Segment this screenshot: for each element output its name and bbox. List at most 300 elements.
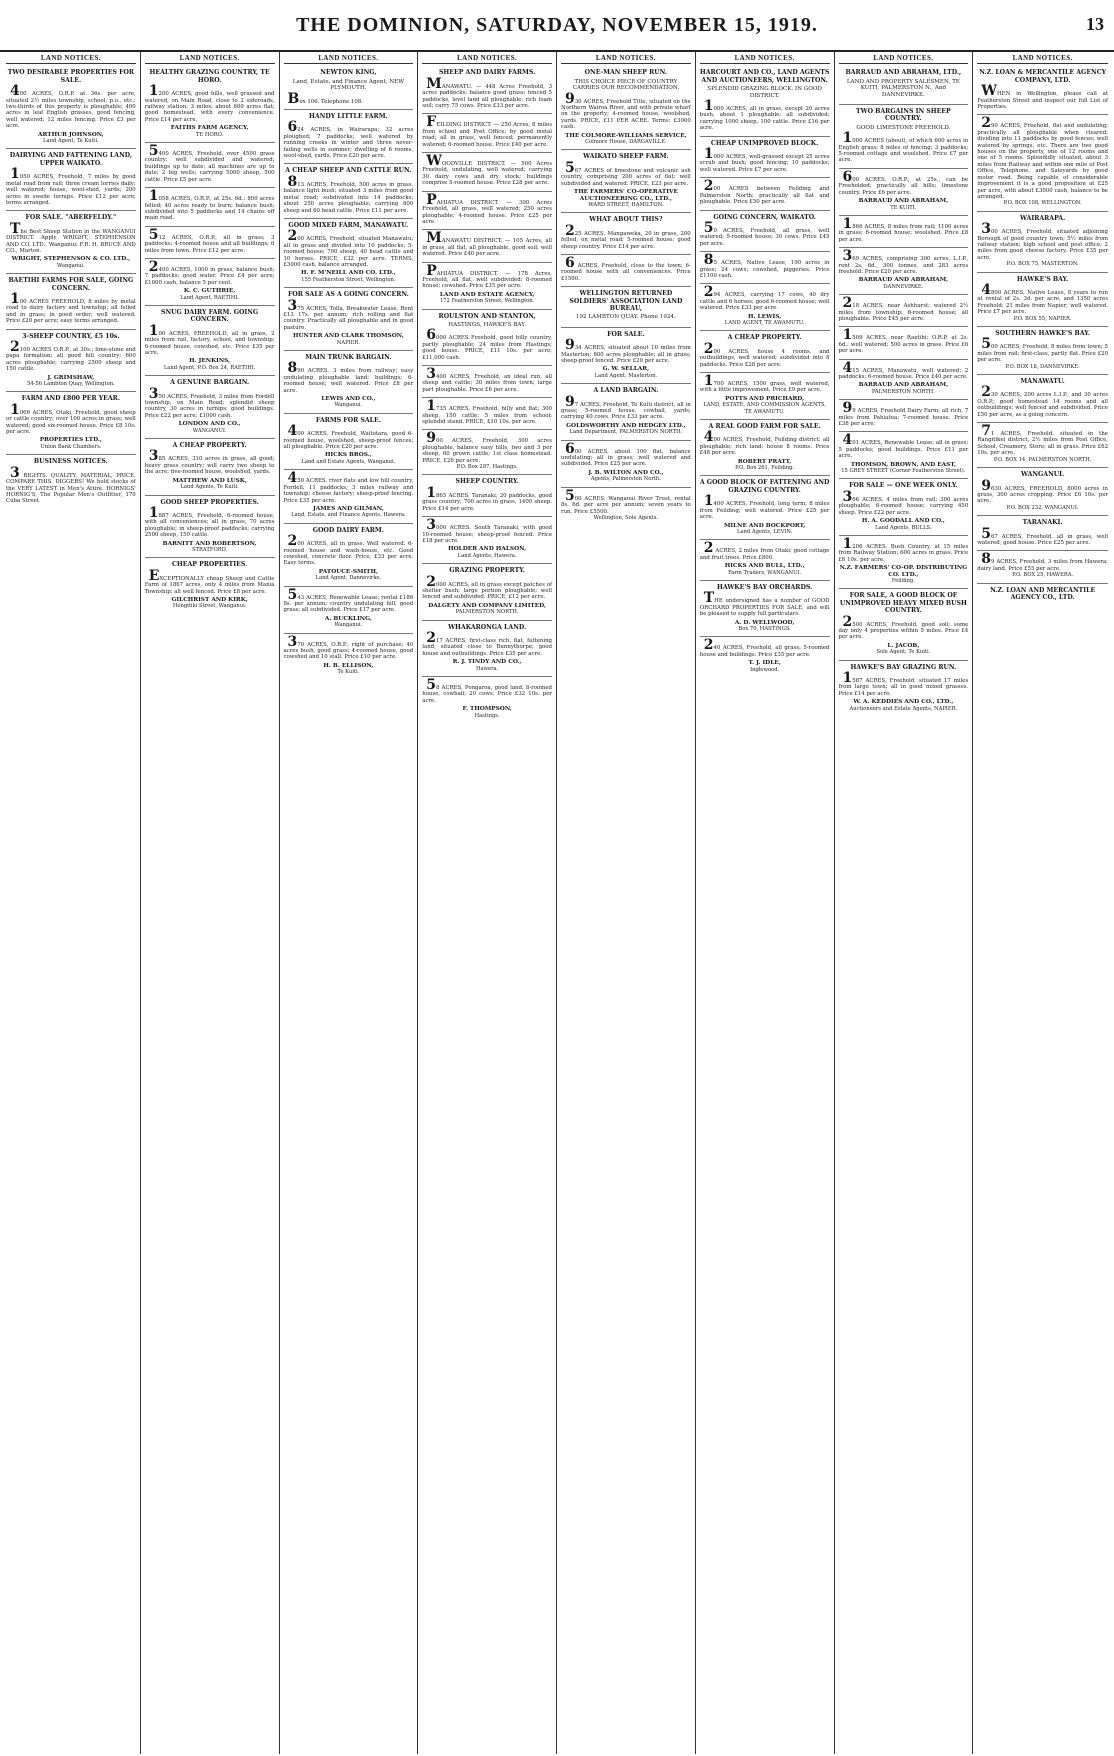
ad-title: FOR SALE. "ABERFELDY." (25, 214, 117, 222)
classified-ad (561, 488, 691, 526)
ad-body: FEILDING DISTRICT. — 250 Acres, 8 miles from school and Post Office; by good metal road; all in grass, well fenced; permanently watered; 6-roomed house. Price £40 per acre. (422, 114, 552, 148)
ad-signature: THE FARMERS' CO-OPERATIVE AUCTIONEERING CO., LTD., (573, 189, 678, 202)
ad-body: 97 ACRES, Freehold, Te Kuiti district, all in grass; 5-roomed house, cowbail, yards; carrying 40 cows. Price £33 per acre. (561, 393, 691, 421)
ad-subtitle: 192 LAMBTON QUAY. Phone 1924. (575, 314, 676, 321)
ad-body: 1587 ACRES, Freehold, situated 17 miles from large town; all in good mixed grasses. Price £14 per acre. (838, 670, 969, 697)
ad-address: P.O. BOX 75, MASTERTON. (1006, 261, 1079, 268)
ad-body: 3400 ACRES, Freehold, an ideal run, all sheep and cattle; 30 miles from town; large part ploughable. Price £6 per acre. (422, 366, 552, 393)
ad-signature: R. J. TINDY AND CO., (452, 659, 522, 666)
ad-address: Te Kuiti. (337, 669, 360, 676)
ad-title: FOR SALE — ONE WEEK ONLY. (849, 482, 958, 490)
ad-body: 567 ACRES of limestone and volcanic ash country, comprising 200 acres of flat; well subdivided and watered. PRICE, £23 per acre. (561, 159, 691, 187)
classified-ad (422, 366, 552, 398)
classified-ad (145, 376, 275, 439)
classified-ad (6, 66, 136, 149)
ad-body: 385 ACRES, 310 acres in grass, all good; heavy grass country; will carry two sheep to the acre; five-roomed house, woolshed, yards. (144, 448, 275, 476)
classified-ad (284, 634, 414, 680)
ad-address: Wanganui. (334, 402, 363, 409)
ad-body: THE undersigned has a number of GOOD ORCHARD PROPERTIES FOR SALE, and will be pleased to supply full particulars. (699, 590, 830, 618)
ad-signature: LONDON AND CO., (178, 421, 241, 428)
classified-ad (839, 105, 969, 169)
ad-signature: F. THOMPSON, (462, 706, 512, 713)
ad-body: 1509 ACRES, near Raetihi; O.R.P. at 2s. 6d.; well watered; 500 acres in grass. Price £6 per acre. (838, 327, 969, 355)
classified-ad (561, 328, 691, 384)
ad-address: DANNEVIRKE. (883, 283, 924, 290)
classified-ad (561, 384, 691, 440)
ad-title: TWO DESIRABLE PROPERTIES FOR SALE. (7, 69, 135, 84)
ad-body: 543 ACRES, Renewable Lease; rental £186 8s. per annum; country undulating hill, good grass; all subdivided. Price £17 per acre. (283, 586, 414, 614)
ad-address: Auctioneers and Estate Agents, NAPIER. (849, 705, 958, 712)
ad-body: 930 ACRES, Freehold Title, situated on the Northern Wairoa River, and with private wharf on the property; 4-roomed house, woolshed, yards. PRICE, £11 PER ACRE. Terms: £3000 cash. (561, 90, 691, 131)
classified-ad (977, 273, 1108, 327)
ad-title: TARANAKI. (1022, 519, 1063, 527)
ad-title: A CHEAP PROPERTY. (727, 334, 802, 342)
ad-title: A LAND BARGAIN. (593, 387, 659, 395)
ad-body: 415 ACRES, Manawatu, well watered; 2 paddocks; 6-roomed house. Price £40 per acre. (838, 359, 969, 380)
ad-subtitle: THIS CHOICE PIECE OF COUNTRY CARRIES OUR RECOMMENDATION. (572, 78, 680, 92)
ad-address: P.O. Box 287, Hastings. (456, 464, 518, 471)
ad-body: 50 ACRES, Freehold, all grass, well watered; 5-roomed house; 30 cows. Price £45 per acre. (699, 219, 830, 247)
ad-body: 400 ACRES, O.R.P. at 36s. per acre, situated 2½ miles township, school, p.o., etc.; two-thirds of this property is ploughable; 400 acres in leaf English grasses, good fencing, well watered; 12 miles fencing. Price £3 per acre. (6, 83, 136, 130)
classified-ad (700, 211, 830, 253)
ad-title: 3-SHEEP COUNTRY, £5 10s. (22, 332, 120, 340)
ad-signature: MILNE AND BOCKPORT, (723, 522, 806, 529)
ad-body: 369 ACRES, comprising 300 acres, L.I.P., rent 2s. 6d., 300 tonnes, and 283 acres freehold. Price £20 per acre. (838, 248, 969, 275)
classified-ad (561, 66, 691, 150)
classified-ad (561, 287, 691, 328)
classified-ad (700, 331, 830, 373)
ad-address: Colmore House, DARGAVILLE. (585, 139, 667, 146)
classified-ad (422, 398, 552, 430)
classified-ad (284, 351, 414, 414)
classified-ad (700, 284, 830, 331)
ad-address: Wanganui. (334, 622, 363, 629)
ad-title: FARM AND £800 PER YEAR. (21, 395, 120, 403)
classified-ad (839, 66, 969, 105)
ad-signature: H. B. ELLISON, (323, 662, 374, 669)
classified-ad (284, 110, 414, 164)
ad-body: 350 ACRES, Freehold, 3 miles from Fordell township, on Main Road; splendid sheep country, 30 acres in turnips; good buildings. Price £22 per acre; £1000 cash. (144, 385, 275, 419)
classified-ad (561, 150, 691, 213)
ad-body: 2100 ACRES O.R.P., at 30s.; lime-stone and papa formation; all good hill country; 600 acres ploughable; carrying 2500 sheep and 150 cattle. (6, 339, 136, 373)
classified-ad (977, 66, 1108, 115)
ad-signature: THOMSON, BROWN, AND EAST, (850, 461, 957, 468)
ad-title: HAWKE'S BAY GRAZING RUN. (850, 663, 957, 671)
classified-ad (422, 153, 552, 192)
ad-signature: JAMES AND GILMAN, (313, 505, 384, 512)
classified-ad (6, 455, 136, 508)
classified-ad (6, 274, 136, 329)
ad-title: A GENUINE BARGAIN. (170, 379, 250, 387)
classified-ad (977, 212, 1108, 273)
news-column (418, 52, 557, 1754)
ad-body: 6000 ACRES Freehold, good hilly country, partly ploughable; 24 miles from Hastings; good house. PRICE, £11 10s. per acre; £11,000 cash. (422, 327, 552, 361)
ad-signature: BARRAUD AND ABRAHAM, (858, 382, 949, 389)
classified-ad (839, 327, 969, 359)
ad-title: HEALTHY GRAZING COUNTRY, TE HORO. (149, 69, 270, 84)
ad-body: 1058 ACRES, O.R.P., at 25s. 6d.; 800 acres felled; 40 acres ready to burn; balance bush; subdivided into 5 paddocks and 14 chains off main road. (144, 188, 275, 222)
classified-ad (422, 263, 552, 310)
ad-body: EXCEPTIONALLY cheap Sheep and Cattle Farm of 1867 acres, only 4 miles from Mania Township; all well fenced. Price £8 per acre. (144, 567, 275, 595)
ad-body: WHEN in Wellington, please call at Featherston Street and inspect our full List of Properties. (977, 83, 1108, 111)
ad-address: STRATFORD. (192, 546, 228, 553)
ad-address: LAND AGENT, TE AWAMUTU. (724, 319, 805, 326)
ad-address: Land, Estate, and Finance Agents, Hawera. (291, 512, 406, 519)
classified-ad (839, 169, 969, 216)
classified-ad (839, 536, 969, 589)
classified-ad (700, 252, 830, 284)
ad-title: GOING CONCERN, WAIKATO. (713, 213, 816, 221)
ad-signature: N.Z. FARMERS' CO-OP. DISTRIBUTING CO. LTD., (839, 565, 968, 578)
ad-title: DAIRYING AND FATTENING LAND, UPPER WAIKATO. (9, 152, 133, 167)
classified-ad (839, 216, 969, 248)
ad-body: 1865 ACRES, Taranaki, 20 paddocks, good grass country; 700 acres in grass, 1400 sheep. Price £14 per acre. (422, 484, 552, 512)
column-header: LAND NOTICES. (700, 52, 830, 64)
ad-title: SOUTHERN HAWKE'S BAY. (995, 330, 1090, 337)
ad-body: 512 ACRES, O.R.P., all in grass; 3 paddocks; 4-roomed house and all buildings; 6 miles from town. Price £12 per acre. (144, 226, 275, 254)
ad-subtitle: LAND AND PROPERTY SALESMEN, TE KUITI, PALMERSTON N., And DANNEVIRKE. (846, 78, 960, 98)
column-header: LAND NOTICES. (561, 52, 691, 64)
news-column (835, 52, 974, 1754)
ad-address: Land Agent, Te Kuiti. (43, 138, 99, 145)
ad-body: 218 ACRES, near Ashhurst; watered 2½ miles from township; 6-roomed house; all ploughable. Price £45 per acre. (838, 295, 969, 322)
ad-title: GOOD SHEEP PROPERTIES. (160, 498, 259, 506)
ad-address: Box 70, HASTINGS. (738, 625, 791, 632)
ad-body: 294 ACRES, carrying 17 cows, 40 dry cattle and 6 horses; good 6-roomed house; well watered. Price £33 per acre. (699, 284, 830, 312)
classified-ad (700, 637, 830, 677)
classified-ad (422, 475, 552, 517)
classified-ad (422, 430, 552, 475)
ad-address: Hastings. (474, 712, 500, 719)
classified-ad (422, 66, 552, 114)
ad-body: 1866 ACRES, 8 miles from rail; 1100 acres in grass; 6-roomed house; woolshed. Price £8 per acre. (838, 215, 969, 243)
ad-body: 200 ACRES, house 4 rooms, and outbuildings, well watered; subdivided into 8 paddocks. Price £28 per acre. (699, 340, 830, 368)
column-header: LAND NOTICES. (284, 52, 414, 64)
ad-address: Land Agent, Dannevirke. (315, 575, 382, 582)
ad-subtitle: Land, Estate, and Finance Agent, NEW PLYMOUTH. (292, 78, 404, 92)
newspaper-title: THE DOMINION, SATURDAY, NOVEMBER 15, 1919. (296, 14, 818, 36)
ad-signature: G. W. SELLAR, (602, 366, 650, 373)
ad-title: A REAL GOOD FARM FOR SALE. (708, 423, 821, 431)
ad-body: 85 ACRES, Native Lease, 190 acres in grass; 24 cows; cowshed, piggeries. Price £1100 cash. (699, 252, 830, 279)
news-column (280, 52, 419, 1754)
ad-title: FOR SALE, A GOOD BLOCK OF UNIMPROVED HEAVY MIXED BUSH COUNTRY. (839, 592, 967, 615)
ad-signature: WRIGHT, STEPHENSON & CO. LTD., (11, 256, 131, 263)
ad-body: 400 ACRES, Freehold, Waitotara, good 6-roomed house, woolshed, sheep-proof fences; all ploughable. Price £20 per acre. (283, 423, 414, 451)
ad-body: 624 ACRES, in Wairarapa; 32 acres ploughed; 7 paddocks; well watered by running creeks in winter and three never-failing wells in summer; dwelling of 6 rooms, wool-shed, yards. Price £20 per acre. (283, 119, 414, 160)
news-column (2, 52, 141, 1754)
ad-signature: MATTHEW AND LUSK, (172, 477, 247, 484)
ad-body: 290 ACRES, Freehold, flat and undulating; practically all ploughable when cleared; dividing into 11 paddocks by good fences; well watered by springs, etc. There are two good houses on the property, one of 12 rooms and one of 5 rooms. Splendidly situated, about 3 miles from Railway and within one mile of Post Office, Telephone, and Saleyards by good motor road. Being capable of considerable improvement it is a good proposition at £25 per acre, with about £3000 cash, balance to be arranged. (977, 115, 1108, 200)
classified-ad (422, 310, 552, 366)
ad-address: Wanganui. (57, 262, 85, 269)
ad-body: 1000 ACRES, all in grass, except 20 acres bush, about 1 ploughable; all subdivided; carrying 1000 sheep, 100 cattle. Price £16 per acre. (699, 98, 830, 132)
classified-ad (977, 327, 1108, 375)
ad-address: Hongitiki Street, Wanganui. (172, 603, 247, 610)
masthead (0, 0, 1114, 52)
classified-ad (6, 330, 136, 393)
page-number: 13 (1086, 14, 1104, 34)
ad-body: 567 ACRES, Freehold, all in grass, well watered, good house. Price £25 per acre. (977, 525, 1108, 546)
ad-title: SNUG DAIRY FARM. GOING CONCERN. (161, 308, 259, 324)
classified-ad (145, 66, 275, 143)
ad-body: 300 ACRES, Freehold, situated adjoining Borough of good country town; 5½ miles from railway station; high school and post office; 2 miles from good cheese factory. Price £35 per acre. (977, 221, 1108, 261)
ad-address: Land Department, PALMERSTON NORTH. (569, 429, 683, 436)
ad-address: 15 GREY STREET (Corner Featherston Street). (841, 468, 966, 475)
ad-address: P.O. BOX 232, WANGANUI. (1006, 504, 1079, 511)
ad-body: 1000 ACRES, well-grassed except 25 acres scrub and bush; good fencing; 10 paddocks; well watered. Price £7 per acre. (699, 146, 830, 173)
ad-address: Sole Agent, Te Kuiti. (876, 649, 931, 656)
classified-ad (284, 164, 414, 218)
ad-address: Union Bank Chambers. (40, 443, 102, 450)
ad-title: SHEEP AND DAIRY FARMS. (438, 69, 536, 77)
ad-body: 450 ACRES, river flats and low hill country, Fordell; 11 paddocks; 3 miles railway and township; cheese factory; sheep-proof fencing. Price £35 per acre. (283, 470, 414, 504)
ad-signature: DALGETY AND COMPANY LIMITED, (428, 602, 546, 609)
ad-address: Land Agents, Hawera. (457, 552, 517, 559)
ad-signature: W. A. KEDDIES AND CO., LTD., (853, 699, 954, 706)
classified-ad (561, 213, 691, 255)
news-column (696, 52, 835, 1754)
ad-address: Land Agents, Te Kuiti. (180, 484, 239, 491)
classified-ad (700, 66, 830, 136)
ad-address: PALMERSTON NORTH. (871, 388, 935, 395)
news-column (973, 52, 1112, 1754)
classified-ad (839, 432, 969, 479)
ad-body: 401 ACRES, Renewable Lease; all in grass; 5 paddocks; good buildings. Price £11 per acre. (838, 432, 969, 460)
ad-title: GRAZING PROPERTY. (449, 567, 525, 575)
ad-body: 500 ACRES, Freehold, 8 miles from town; 5 miles from rail; first-class, partly flat. Price £20 per acre. (977, 336, 1108, 364)
ad-title: WANGANUI. (1021, 471, 1065, 479)
ad-body: 2000 ACRES, all in grass except patches of shelter bush; large portion ploughable; well fenced and subdivided. PRICE, £12 per acre. (422, 573, 552, 601)
ad-address: Land Agents, BULLS. (875, 524, 932, 531)
classified-ad (422, 621, 552, 677)
classified-ad (700, 476, 830, 540)
ad-title: HARCOURT AND CO., LAND AGENTS AND AUCTIONEERS, WELLINGTON. (699, 69, 830, 84)
ad-address: Land Agent, Masterton. (594, 372, 658, 379)
ad-signature: H. LEWIS, (748, 313, 782, 320)
ad-title: FARMS FOR SALE. (315, 416, 381, 424)
ad-title: N.Z. LOAN & MERCANTILE AGENCY COMPANY, LTD. (979, 69, 1107, 84)
ad-signature: T. J. IDLE, (748, 660, 781, 667)
column-header: LAND NOTICES. (422, 52, 552, 64)
classified-ad (284, 414, 414, 470)
ad-signature: H. JENKINS, (189, 358, 231, 365)
ad-signature: FAITHS FARM AGENCY, (170, 125, 249, 132)
ad-body: 1206 ACRES, Bush Country, at 15 miles from Railway Station; 600 acres in grass. Price £6 10s. per acre. (838, 535, 969, 563)
classified-ad (700, 540, 830, 581)
ad-body: 89 ACRES, Freehold, 3 miles from Hawera; dairy land. Price £55 per acre. (977, 551, 1108, 572)
columns-container (2, 52, 1112, 1754)
ad-signature: LEWIS AND CO., (321, 396, 376, 403)
classified-ad (145, 259, 275, 306)
ad-body: 4800 ACRES, Native Lease, 8 years to run at rental of 2s. 3d. per acre, and 1350 acres Freehold; 21 miles from Napier; well watered. Price £7 per acre. (977, 281, 1108, 316)
classified-ad (977, 468, 1108, 516)
ad-signature: J. GRIMSHAW, (47, 374, 95, 381)
ad-body: 217 ACRES, first-class rich, flat, fattening land, situated close to Bunnythorpe; good house and outbuildings. Price £35 per acre. (422, 629, 552, 657)
ad-body: Box 106. Telephone 108. (287, 90, 363, 107)
ad-signature: GOLDSWORTHY AND HEDGEY LTD., (566, 422, 686, 429)
ad-title: MANAWATU. (1020, 378, 1065, 386)
ad-body: 240 ACRES, Freehold, all grass; 5-roomed house and buildings. Price £35 per acre. (699, 637, 830, 658)
ad-signature: ARTHUR JOHNSON, (38, 131, 104, 138)
ad-signature: HICKS BROS., (324, 452, 372, 459)
ad-address: PALMERSTON NORTH. (455, 609, 519, 616)
ad-signature: LAND AND ESTATE AGENCY, (439, 291, 535, 298)
ad-title: WELLINGTON RETURNED SOLDIERS' ASSOCIATION LAND BUREAU, (569, 290, 683, 312)
ad-body: WOODVILLE DISTRICT. — 500 Acres Freehold, undulating, well watered; carrying 30 dairy cows and dry stock; buildings comprise 5-roomed house. Price £28 per acre. (422, 153, 552, 187)
classified-ad (284, 66, 414, 110)
classified-ad (145, 558, 275, 613)
ad-address: 172 Featherston Street, Wellington. (439, 298, 535, 305)
ad-title: FOR SALE AS A GOING CONCERN. (287, 291, 409, 299)
ad-body: 600 ACRES, about 100 flat, balance undulating; all in grass; well watered and subdivided. Price £25 per acre. (561, 440, 691, 468)
classified-ad (145, 496, 275, 559)
ad-address: 155 Featherston Street, Wellington. (301, 276, 396, 283)
classified-ad (977, 551, 1108, 583)
ad-body: 200 ACRES, all in grass. Well watered. 6-roomed house and wash-house, etc. Good cowshed, concrete floor. Price, £33 per acre. Easy terms. (283, 533, 414, 567)
ad-body: 400 ACRES, Freehold, Feilding district; all ploughable; rich land; house 8 rooms. Price £48 per acre. (699, 429, 830, 457)
ad-body: 9630 ACRES, FREEHOLD, 8000 acres in grass, 300 acres cropping. Price £6 10s. per acre. (977, 477, 1108, 505)
ad-address: Wellington, Sole Agents. (593, 514, 659, 521)
classified-ad (284, 587, 414, 634)
ad-subtitle: SPLENDID GRAZING BLOCK, IN GOOD DISTRICT. (707, 86, 822, 99)
ad-address: Land and Estate Agents, Wanganui. (301, 458, 396, 465)
ad-title: GOOD DAIRY FARM. (312, 526, 384, 534)
ad-address: P.O. Box 261, Feilding. (735, 465, 795, 472)
ad-title: BARRAUD AND ABRAHAM, LTD., (845, 69, 962, 77)
ad-address: P.O. BOX 14, PALMERSTON NORTH. (993, 456, 1092, 463)
ad-body: 1700 ACRES, 1500 grass, well watered, with a little improvement. Price £9 per acre. (699, 373, 830, 394)
classified-ad (422, 677, 552, 723)
ad-body: PAHIATUA DISTRICT. — 178 Acres, Freehold, all flat, well subdivided; 8-roomed house; cowshed. Price £35 per acre. (422, 262, 552, 290)
classified-ad (422, 114, 552, 153)
ad-address: NAPIER. (336, 339, 360, 346)
classified-ad (700, 178, 830, 210)
ad-body: 1066 ACRES, Otaki, Freehold, good sheep or cattle country; over 100 acres in grass; well watered; good six-roomed house. Price £8 10s. per acre. (6, 401, 136, 436)
classified-ad (6, 392, 136, 455)
ad-title: BUSINESS NOTICES. (33, 458, 108, 466)
ad-title: A GOOD BLOCK OF FATTENING AND GRAZING COUNTRY. (699, 479, 830, 494)
ad-body: 5400 ACRES, Freehold, over 4500 grass country; well subdivided and watered; buildings up to date; all machines are up to date; 2 big wells; carrying 5000 sheep, 500 cattle. Price £5 per acre. (144, 143, 275, 183)
ad-address: Agents, Palmerston North. (590, 476, 661, 483)
ad-address: Land Agents, LEVIN. (736, 528, 793, 535)
classified-ad (839, 400, 969, 432)
column-header: LAND NOTICES. (145, 52, 275, 64)
classified-ad (977, 423, 1108, 468)
ad-body: 100 ACRES FREEHOLD, 8 miles by metal road to dairy factory and township; all felled and in grass; in good order; well watered. Price £20 per acre; easy terms arranged. (6, 290, 136, 325)
ad-address: Inglewood. (750, 666, 780, 673)
ad-body: 99 ACRES, Freehold Dairy Farm; all rich, 7 miles from Pahiatua; 7-roomed house. Price £38 per acre. (838, 400, 969, 428)
news-column (557, 52, 696, 1754)
ad-body: 1735 ACRES, Freehold, hilly and flat; 300 sheep, 150 cattle; 5 miles from school; splendid stand. PRICE, £10 10s. per acre. (422, 398, 552, 426)
ad-title: HANDY LITTLE FARM. (309, 113, 388, 121)
classified-ad (839, 360, 969, 401)
classified-ad (839, 661, 969, 716)
ad-title: MAIN TRUNK BARGAIN. (305, 354, 392, 361)
ad-title: HAWKE'S BAY ORCHARDS. (717, 583, 813, 591)
ad-address: 54-56 Lambton Quay, Wellington. (27, 381, 115, 388)
ad-body: 366 ACRES, 4 miles from rail; 300 acres ploughable; 6-roomed house; carrying 450 sheep. Price £22 per acre. (838, 488, 969, 516)
ad-title: N.Z. LOAN AND MERCANTILE AGENCY CO., LTD. (990, 586, 1096, 601)
classified-ad (700, 373, 830, 420)
ad-body: The Best Sheep Station in the WANGANUI DISTRICT. Apply WRIGHT, STEPHENSON AND CO. LTD., Wanganui; F.R. H. BRUCE AND CO., Marton. (6, 220, 136, 254)
ad-title: TWO BARGAINS IN SHEEP COUNTRY. (856, 108, 951, 123)
classified-ad (561, 441, 691, 488)
ad-address: WARD STREET, HAMILTON. (588, 201, 664, 208)
ad-title: CHEAP UNIMPROVED BLOCK. (710, 139, 819, 147)
classified-ad (6, 211, 136, 274)
ad-body: 3 RIGHTS. QUALITY, MATERIAL, PRICE. COMPARE THIS. DIGGERS! We hold stocks of the VERY LATEST in Men's Attire. HORNIGS' HORNIG'S, The Popular Men's Outfitter, 170 Cuba Street. (6, 464, 136, 505)
ad-address: P.O. BOX 18, DANNEVIRKE. (1005, 363, 1080, 370)
classified-ad (284, 524, 414, 587)
classified-ad (422, 517, 552, 564)
ad-signature: J. B. WILTON AND CO., (588, 469, 664, 476)
ad-body: 230 ACRES, 200 acres L.I.P., and 30 acres O.R.P.; good homestead 14 rooms and all outbuildings; well fenced and subdivided. Price £50 per acre, as a going concern. (977, 384, 1108, 418)
ad-address: LAND, ESTATE, AND COMMISSION AGENTS, TE AWAMUTU. (703, 402, 826, 415)
ad-signature: L. JACOB, (887, 642, 920, 649)
classified-ad (839, 589, 969, 660)
classified-ad (284, 219, 414, 288)
classified-ad (700, 581, 830, 637)
ad-title: SHEEP COUNTRY. (455, 478, 519, 486)
ad-signature: BARNITT AND ROBERTSON, (162, 540, 257, 547)
ad-body: 600 ACRES, O.R.P., at 25s., can be Freeholded; practically all hills; limestone country. Price £6 per acre. (838, 168, 969, 196)
classified-ad (700, 420, 830, 476)
classified-ad (977, 115, 1108, 211)
ad-body: 200 ACRES, Freehold, situated Manawatu; all in grass and divided into 10 paddocks; 5-roomed house; 700 sheep, 40 head cattle and 10 horses. PRICE, £32 per acre. TERMS, £3000 cash, balance arranged. (283, 228, 414, 268)
ad-signature: HOLDER AND HALSON, (448, 546, 527, 553)
ad-body: MANAWATU. — 448 Acres Freehold, 3 acres paddocks; balance good grass; fenced 5 paddocks, level land all ploughable; rich loam soil; carry 75 cows. Price £33 per acre. (422, 75, 552, 110)
classified-ad (145, 188, 275, 227)
column-header: LAND NOTICES. (839, 52, 969, 64)
classified-ad (145, 143, 275, 188)
ad-body: 1400 ACRES, Freehold, long term; 8 miles from Feilding; well watered. Price £25 per acre. (699, 493, 830, 521)
classified-ad (561, 255, 691, 287)
classified-ad (977, 584, 1108, 608)
ad-body: 3000 ACRES, South Taranaki, with good 10-roomed house; sheep-proof fenced. Price £18 per acre. (422, 517, 552, 544)
ad-body: 1050 ACRES, Freehold, 7 miles by good metal road from rail; three cream lorries daily; well watered; house, wool-shed, yards; 200 acres in swede turnips. Price £12 per acre; terms arranged. (6, 166, 136, 206)
ad-address: WANGANUI. (192, 427, 227, 434)
ad-body: 1887 ACRES, Freehold, 6-roomed house, with all conveniences; all in grass, 70 acres ploughable; in sheep-proof paddocks; carrying 2500 sheep, 150 cattle. (144, 504, 275, 539)
ad-signature: THE COLMORE-WILLIAMS SERVICE, (565, 132, 687, 139)
classified-ad (839, 479, 969, 535)
ad-title: WHAT ABOUT THIS? (589, 216, 663, 224)
ad-signature: A. D. WELLWOOD, (734, 619, 795, 626)
ad-body: MANAWATU DISTRICT. — 105 Acres, all in grass, all flat, all ploughable, good soil; well watered. Price £40 per acre. (422, 230, 552, 258)
ad-body: 1000 ACRES (about), of which 600 acres in English grass; 8 miles of fencing; 3 paddocks; 5-roomed cottage and woolshed. Price £7 per acre. (838, 130, 969, 164)
ad-signature: HUNTER AND CLARK THOMSON, (293, 333, 404, 340)
classified-ad (700, 137, 830, 179)
column-header: LAND NOTICES. (6, 52, 136, 64)
ad-title: A CHEAP SHEEP AND CATTLE RUN. (285, 167, 412, 175)
ad-address: Land Agent, RAETIHI. (180, 294, 240, 301)
ad-title: ONE-MAN SHEEP RUN. (584, 69, 668, 77)
news-column (141, 52, 280, 1754)
classified-ad (977, 516, 1108, 551)
ad-title: FOR SALE. (607, 330, 645, 338)
ad-body: 58 ACRES, Pongaroa, good land; 8-roomed house, cowbail; 20 cows. Price £32 10s. per acre. (422, 677, 552, 704)
ad-title: GOOD MIXED FARM, MANAWATU. (288, 221, 409, 229)
ad-body: 1200 ACRES, good hills, well grassed and watered, on Main Road, close to 2 sideroads, railway station; 3 miles; about 600 acres flat; good homestead, with every convenience. Price £14 per acre. (144, 83, 275, 123)
ad-signature: H. F. M'NEILL AND CO. LTD., (300, 270, 396, 277)
ad-body: 900 ACRES, Freehold, 300 acres ploughable, balance easy hills, two and 3 per sheep, 60 grown cattle; 1st class homestead. PRICE, £26 per acre. (422, 430, 552, 464)
classified-ad (839, 248, 969, 295)
ad-address: TE KUITI. (890, 204, 917, 211)
classified-ad (145, 227, 275, 259)
classified-ad (839, 295, 969, 327)
ad-signature: PATOUCE-SMITH, (318, 568, 378, 575)
ad-title: A CHEAP PROPERTY. (172, 442, 247, 450)
